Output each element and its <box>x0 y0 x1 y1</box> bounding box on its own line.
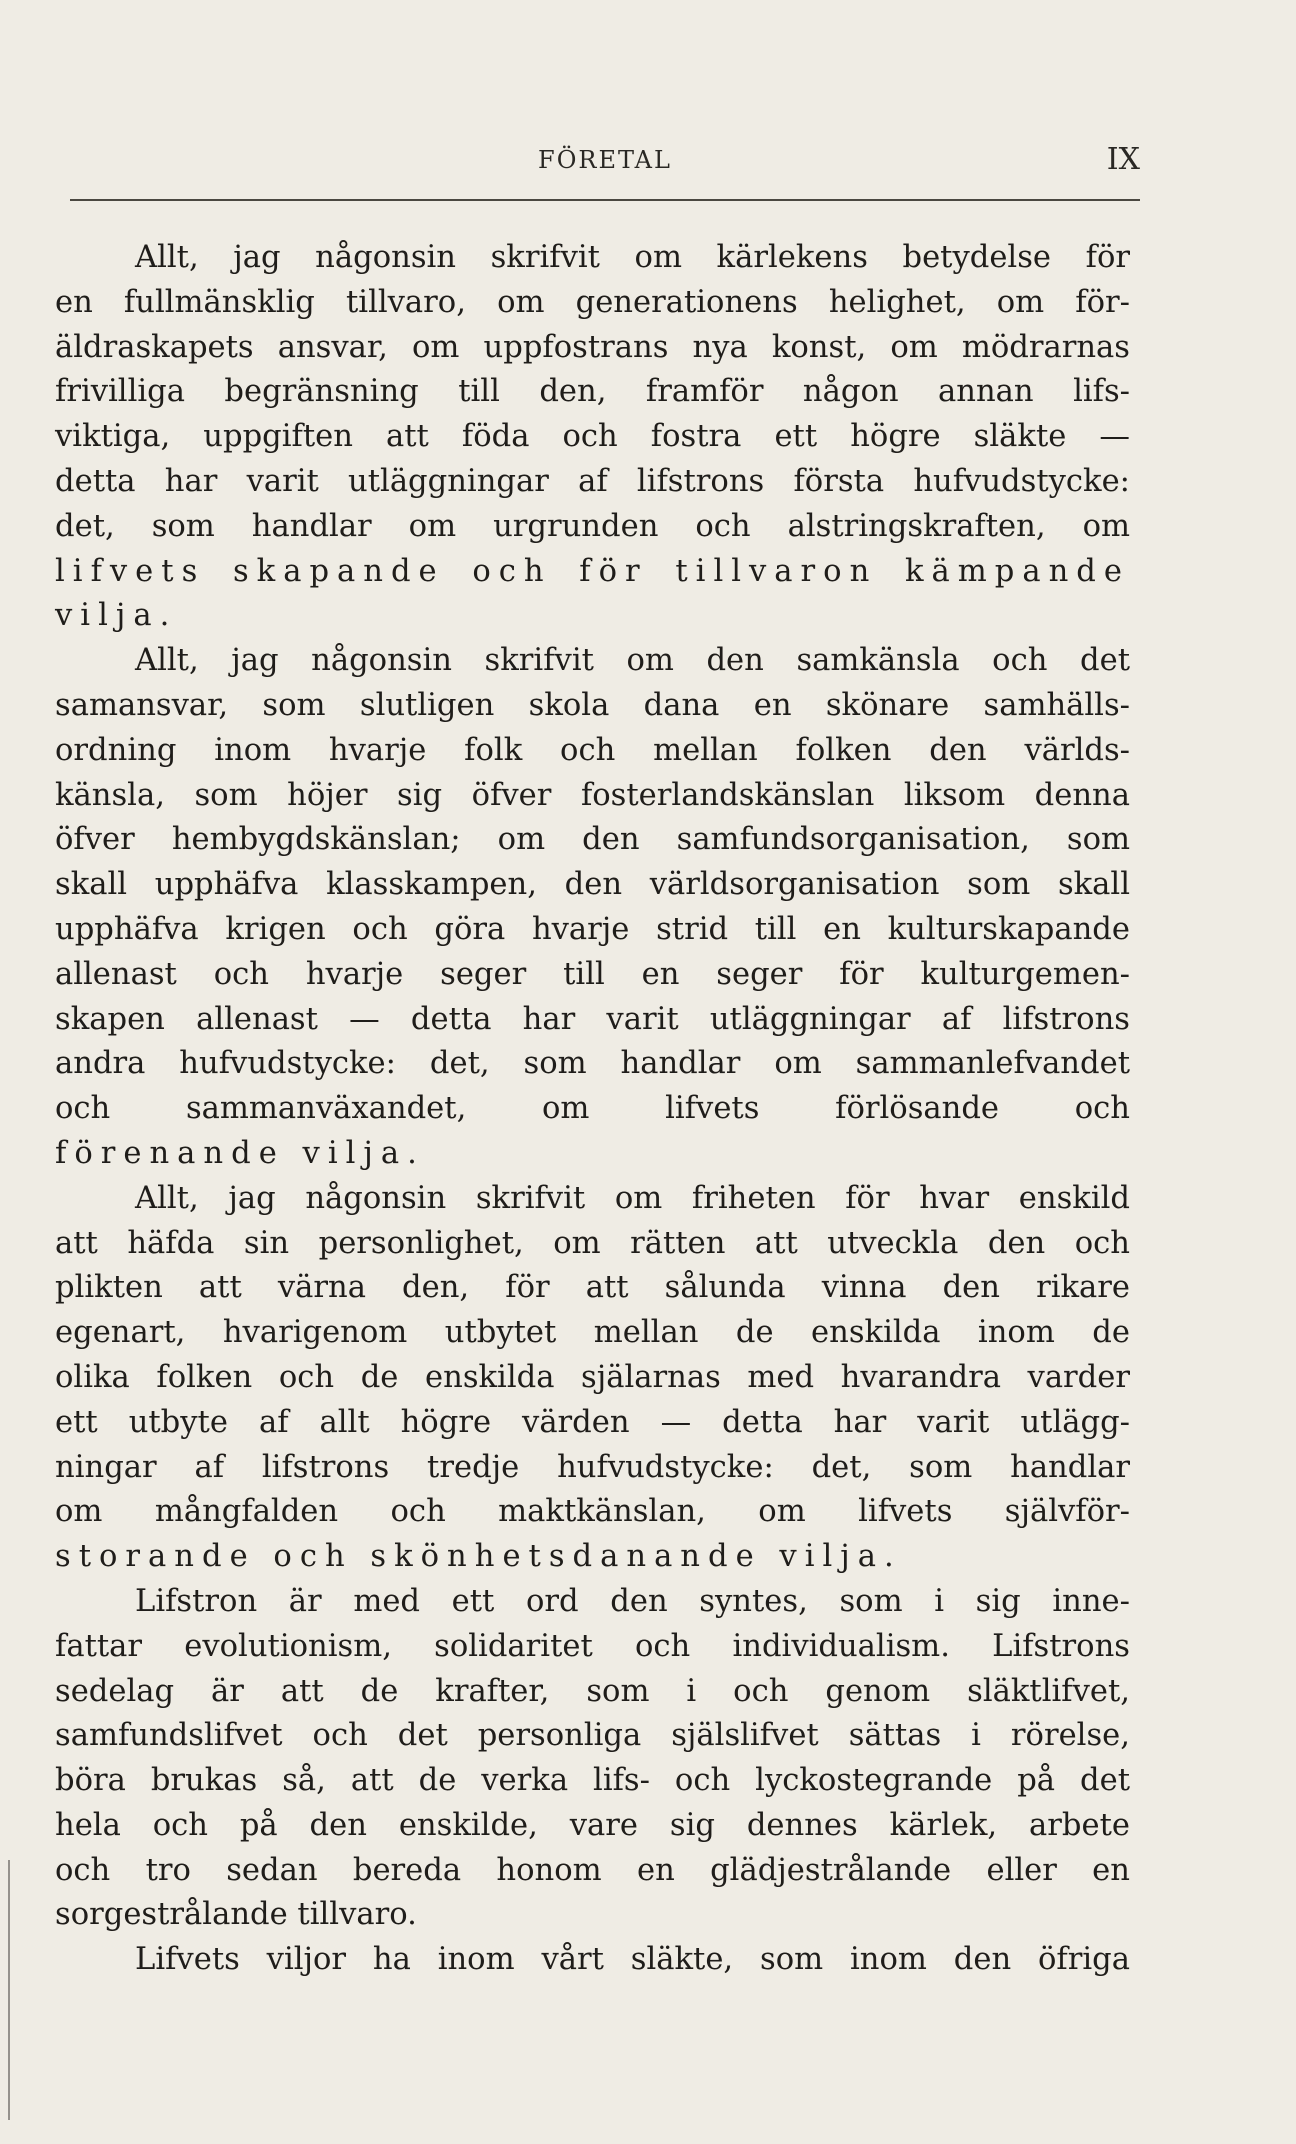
text-line: det, som handlar om urgrunden och alstringskraften, om <box>55 508 1130 544</box>
text-line: skapen allenast — detta har varit utläggningar af lifstrons <box>55 1001 1130 1037</box>
header-rule <box>70 199 1140 201</box>
text-line: skall upphäfva klasskampen, den världsorganisation som skall <box>55 867 1130 903</box>
text-line: öfver hembygdskänslan; om den samfundsorganisation, som <box>55 822 1130 858</box>
text-line: ordning inom hvarje folk och mellan folken den världs- <box>55 732 1130 768</box>
text-line: och sammanväxandet, om lifvets förlösande och <box>55 1091 1130 1127</box>
text-line: Allt, jag någonsin skrifvit om den samkänsla och det <box>135 643 1130 679</box>
text-line: olika folken och de enskilda själarnas med hvarandra varder <box>55 1359 1130 1395</box>
text-line: sedelag är att de krafter, som i och genom släktlifvet, <box>55 1673 1130 1709</box>
text-line: Allt, jag någonsin skrifvit om kärlekens betydelse för <box>135 240 1130 275</box>
text-line: Lifvets viljor ha inom vårt släkte, som inom den öfriga <box>135 1942 1130 1978</box>
text-line: frivilliga begränsning till den, framför någon annan lifs- <box>55 374 1130 410</box>
text-line: samansvar, som slutligen skola dana en skönare samhälls- <box>55 687 1130 723</box>
running-title: FÖRETAL <box>538 146 672 174</box>
text-line: vilja. <box>55 598 178 634</box>
text-line: storande och skönhetsdanande vilja. <box>55 1539 902 1575</box>
text-line: Allt, jag någonsin skrifvit om friheten för hvar enskild <box>135 1180 1130 1216</box>
margin-mark <box>8 1860 10 2120</box>
text-line: sorgestrålande tillvaro. <box>55 1897 417 1933</box>
text-line: ett utbyte af allt högre värden — detta har varit utlägg- <box>55 1404 1130 1440</box>
text-line: känsla, som höjer sig öfver fosterlandskänslan liksom denna <box>55 777 1130 813</box>
text-line: fattar evolutionism, solidaritet och individualism. Lifstrons <box>55 1628 1130 1664</box>
text-line: viktiga, uppgiften att föda och fostra ett högre släkte — <box>55 419 1130 455</box>
text-line: böra brukas så, att de verka lifs- och lyckostegrande på det <box>55 1763 1130 1799</box>
text-line: om mångfalden och maktkänslan, om lifvets självför- <box>55 1494 1130 1530</box>
text-line: plikten att värna den, för att sålunda vinna den rikare <box>55 1270 1130 1306</box>
text-line: ningar af lifstrons tredje hufvudstycke: det, som handlar <box>55 1449 1130 1485</box>
page-number: IX <box>1106 142 1140 177</box>
text-line: hela och på den enskilde, vare sig dennes kärlek, arbete <box>55 1807 1130 1843</box>
text-line: Lifstron är med ett ord den syntes, som i sig inne- <box>135 1583 1130 1619</box>
text-line: och tro sedan bereda honom en glädjestrålande eller en <box>55 1852 1130 1888</box>
text-line: förenande vilja. <box>55 1135 425 1171</box>
text-line: lifvets skapande och för tillvaron kämpande <box>55 553 1130 589</box>
text-line: samfundslifvet och det personliga själslifvet sättas i rörelse, <box>55 1718 1130 1754</box>
page-header <box>70 136 1140 186</box>
text-line: äldraskapets ansvar, om uppfostrans nya konst, om mödrarnas <box>55 329 1130 365</box>
text-line: egenart, hvarigenom utbytet mellan de enskilda inom de <box>55 1315 1130 1351</box>
text-line: allenast och hvarje seger till en seger för kulturgemen- <box>55 956 1130 992</box>
text-line: en fullmänsklig tillvaro, om generationens helighet, om för- <box>55 284 1130 320</box>
text-line: andra hufvudstycke: det, som handlar om sammanlefvandet <box>55 1046 1130 1082</box>
body-text <box>55 236 1130 1983</box>
text-line: att häfda sin personlighet, om rätten att utveckla den och <box>55 1225 1130 1261</box>
text-line: detta har varit utläggningar af lifstrons första hufvudstycke: <box>55 463 1130 499</box>
text-line: upphäfva krigen och göra hvarje strid till en kulturskapande <box>55 911 1130 947</box>
